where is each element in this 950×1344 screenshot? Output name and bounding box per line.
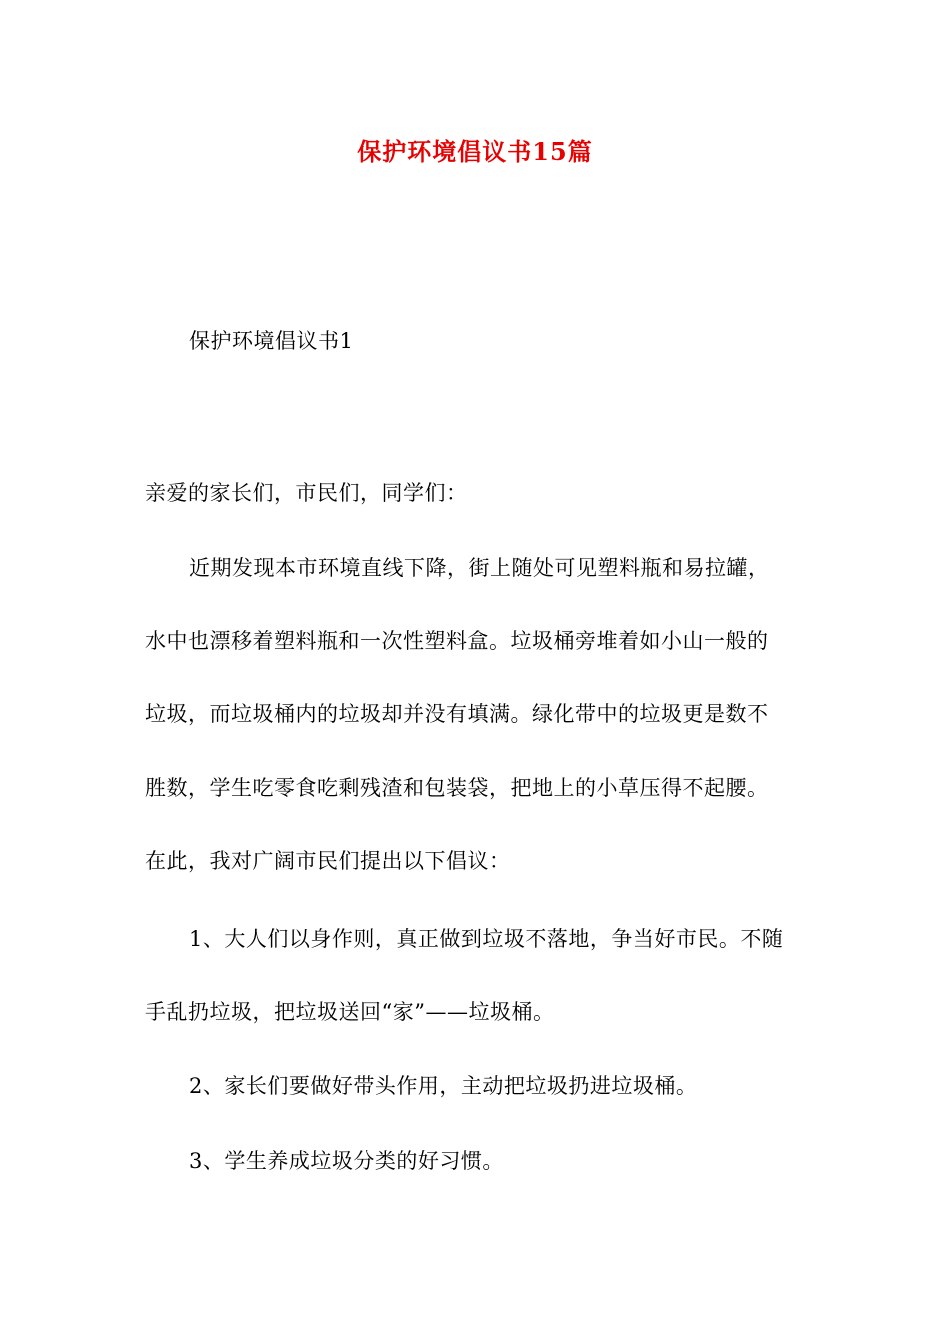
list-item-line: 手乱扔垃圾，把垃圾送回“家”——垃圾桶。: [145, 1000, 555, 1024]
list-item: 2、家长们要做好带头作用，主动把垃圾扔进垃圾桶。: [189, 1074, 698, 1098]
list-item: 3、学生养成垃圾分类的好习惯。: [189, 1149, 504, 1173]
paragraph-line: 近期发现本市环境直线下降，街上随处可见塑料瓶和易拉罐，: [189, 556, 770, 580]
salutation: 亲爱的家长们，市民们，同学们：: [145, 481, 468, 505]
paragraph-line: 在此，我对广阔市民们提出以下倡议：: [145, 849, 511, 873]
paragraph-line: 水中也漂移着塑料瓶和一次性塑料盒。垃圾桶旁堆着如小山一般的: [145, 629, 769, 653]
document-title: 保护环境倡议书15篇: [357, 137, 593, 166]
list-item-line: 1、大人们以身作则，真正做到垃圾不落地，争当好市民。不随: [189, 927, 784, 951]
paragraph-line: 垃圾，而垃圾桶内的垃圾却并没有填满。绿化带中的垃圾更是数不: [145, 702, 769, 726]
section-heading: 保护环境倡议书1: [189, 329, 354, 353]
paragraph-line: 胜数，学生吃零食吃剩残渣和包装袋，把地上的小草压得不起腰。: [145, 776, 769, 800]
